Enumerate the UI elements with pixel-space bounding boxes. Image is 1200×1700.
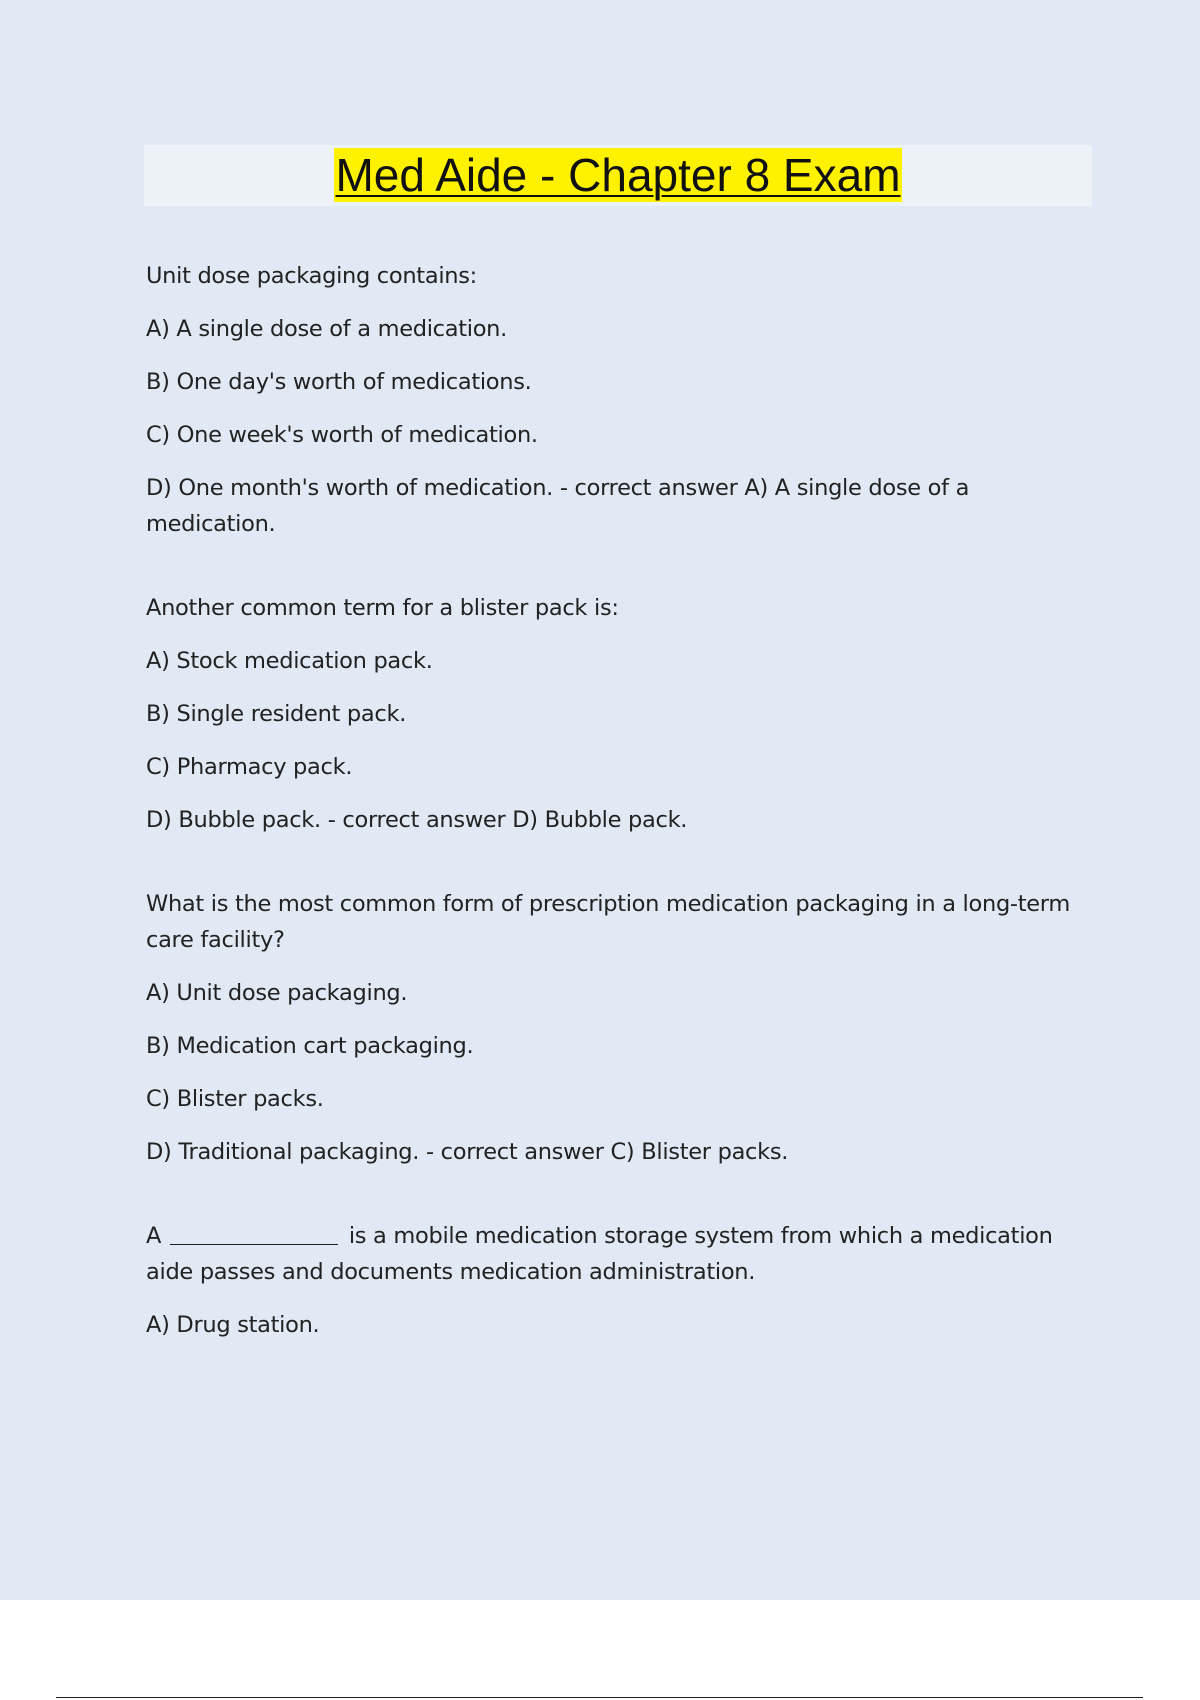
question-stem: What is the most common form of prescription medication packaging in a long-term care facility? — [146, 891, 1070, 953]
answer-option-a: A) Drug station. — [146, 1312, 320, 1338]
question-stem-suffix: is a mobile medication storage system from which a medication aide passes and documents medication administration. — [146, 1223, 1053, 1285]
footer-divider — [56, 1697, 1143, 1698]
answer-option-d: D) Traditional packaging. - correct answer C) Blister packs. — [146, 1139, 789, 1165]
page-title: Med Aide - Chapter 8 Exam — [335, 149, 901, 201]
question-2 — [146, 590, 1086, 838]
question-stem: Unit dose packaging contains: — [146, 263, 477, 289]
title-band — [144, 145, 1092, 206]
answer-option-a: A) Stock medication pack. — [146, 648, 433, 674]
fill-in-blank — [170, 1220, 338, 1245]
answer-option-d: D) One month's worth of medication. - correct answer A) A single dose of a medication. — [146, 475, 970, 537]
question-stem-prefix: A — [146, 1223, 162, 1249]
question-3 — [146, 886, 1086, 1170]
question-list — [146, 258, 1086, 1391]
question-1 — [146, 258, 1086, 542]
answer-option-b: B) Medication cart packaging. — [146, 1033, 474, 1059]
answer-option-a: A) A single dose of a medication. — [146, 316, 507, 342]
question-stem — [146, 1218, 1086, 1290]
answer-option-a: A) Unit dose packaging. — [146, 980, 408, 1006]
answer-option-c: C) Blister packs. — [146, 1086, 324, 1112]
answer-option-d: D) Bubble pack. - correct answer D) Bubble pack. — [146, 807, 688, 833]
answer-option-b: B) Single resident pack. — [146, 701, 407, 727]
answer-option-c: C) Pharmacy pack. — [146, 754, 353, 780]
question-4 — [146, 1218, 1086, 1343]
question-stem: Another common term for a blister pack is: — [146, 595, 619, 621]
answer-option-c: C) One week's worth of medication. — [146, 422, 538, 448]
answer-option-b: B) One day's worth of medications. — [146, 369, 532, 395]
